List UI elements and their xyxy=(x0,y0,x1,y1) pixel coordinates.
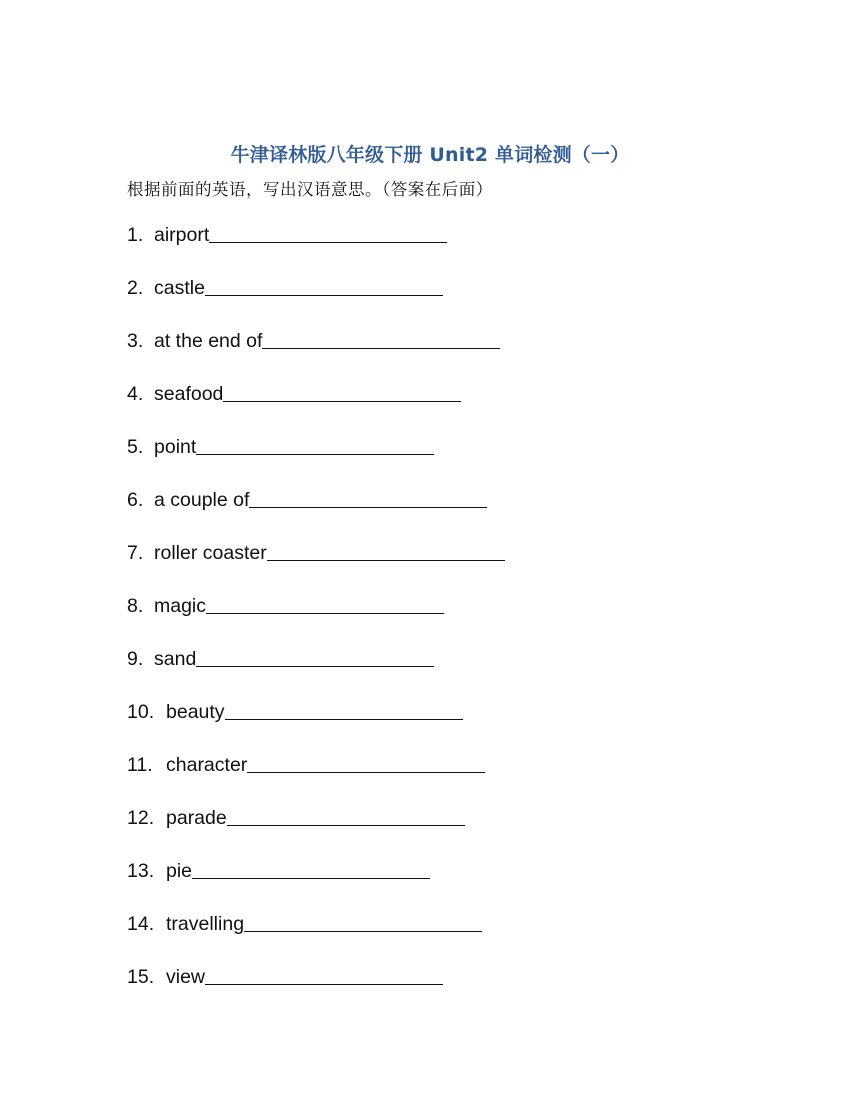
vocabulary-item xyxy=(127,328,505,381)
item-word: travelling xyxy=(166,913,245,935)
vocabulary-item xyxy=(127,964,505,1017)
item-word: roller coaster xyxy=(154,542,267,564)
answer-blank[interactable] xyxy=(205,964,443,985)
answer-blank[interactable] xyxy=(205,275,443,296)
answer-blank[interactable] xyxy=(262,328,500,349)
item-number: 14. xyxy=(127,913,155,935)
item-number: 15. xyxy=(127,966,155,988)
vocabulary-item xyxy=(127,540,505,593)
item-word: seafood xyxy=(154,383,224,405)
vocabulary-item xyxy=(127,699,505,752)
item-word: parade xyxy=(166,807,227,829)
answer-blank[interactable] xyxy=(209,222,447,243)
item-word: at the end of xyxy=(154,330,263,352)
item-number: 10. xyxy=(127,701,155,723)
item-number: 3. xyxy=(127,330,144,352)
vocabulary-item xyxy=(127,752,505,805)
answer-blank[interactable] xyxy=(249,487,487,508)
item-word: airport xyxy=(154,224,210,246)
vocabulary-item xyxy=(127,646,505,699)
instructions-text: 根据前面的英语，写出汉语意思。（答案在后面） xyxy=(127,180,493,199)
vocabulary-item xyxy=(127,805,505,858)
item-word: beauty xyxy=(166,701,225,723)
answer-blank[interactable] xyxy=(267,540,505,561)
item-number: 2. xyxy=(127,277,144,299)
item-word: view xyxy=(166,966,206,988)
answer-blank[interactable] xyxy=(196,646,434,667)
item-word: magic xyxy=(154,595,207,617)
vocabulary-item xyxy=(127,434,505,487)
item-word: point xyxy=(154,436,197,458)
item-word: pie xyxy=(166,860,193,882)
item-word: castle xyxy=(154,277,205,299)
vocabulary-item xyxy=(127,222,505,275)
vocabulary-item xyxy=(127,275,505,328)
answer-blank[interactable] xyxy=(244,911,482,932)
answer-blank[interactable] xyxy=(225,699,463,720)
answer-blank[interactable] xyxy=(247,752,485,773)
item-number: 13. xyxy=(127,860,155,882)
item-number: 7. xyxy=(127,542,144,564)
item-number: 9. xyxy=(127,648,144,670)
item-number: 5. xyxy=(127,436,144,458)
vocabulary-item xyxy=(127,593,505,646)
item-number: 8. xyxy=(127,595,144,617)
item-word: sand xyxy=(154,648,197,670)
vocabulary-item xyxy=(127,381,505,434)
vocabulary-list xyxy=(127,222,505,1017)
answer-blank[interactable] xyxy=(196,434,434,455)
answer-blank[interactable] xyxy=(192,858,430,879)
item-word: a couple of xyxy=(154,489,250,511)
item-number: 6. xyxy=(127,489,144,511)
vocabulary-item xyxy=(127,911,505,964)
page-title: 牛津译林版八年级下册 Unit2 单词检测（一） xyxy=(230,144,630,166)
item-number: 12. xyxy=(127,807,155,829)
answer-blank[interactable] xyxy=(227,805,465,826)
vocabulary-item xyxy=(127,487,505,540)
item-number: 11. xyxy=(127,754,153,776)
answer-blank[interactable] xyxy=(206,593,444,614)
item-word: character xyxy=(166,754,248,776)
item-number: 4. xyxy=(127,383,144,405)
item-number: 1. xyxy=(127,224,144,246)
vocabulary-item xyxy=(127,858,505,911)
answer-blank[interactable] xyxy=(223,381,461,402)
